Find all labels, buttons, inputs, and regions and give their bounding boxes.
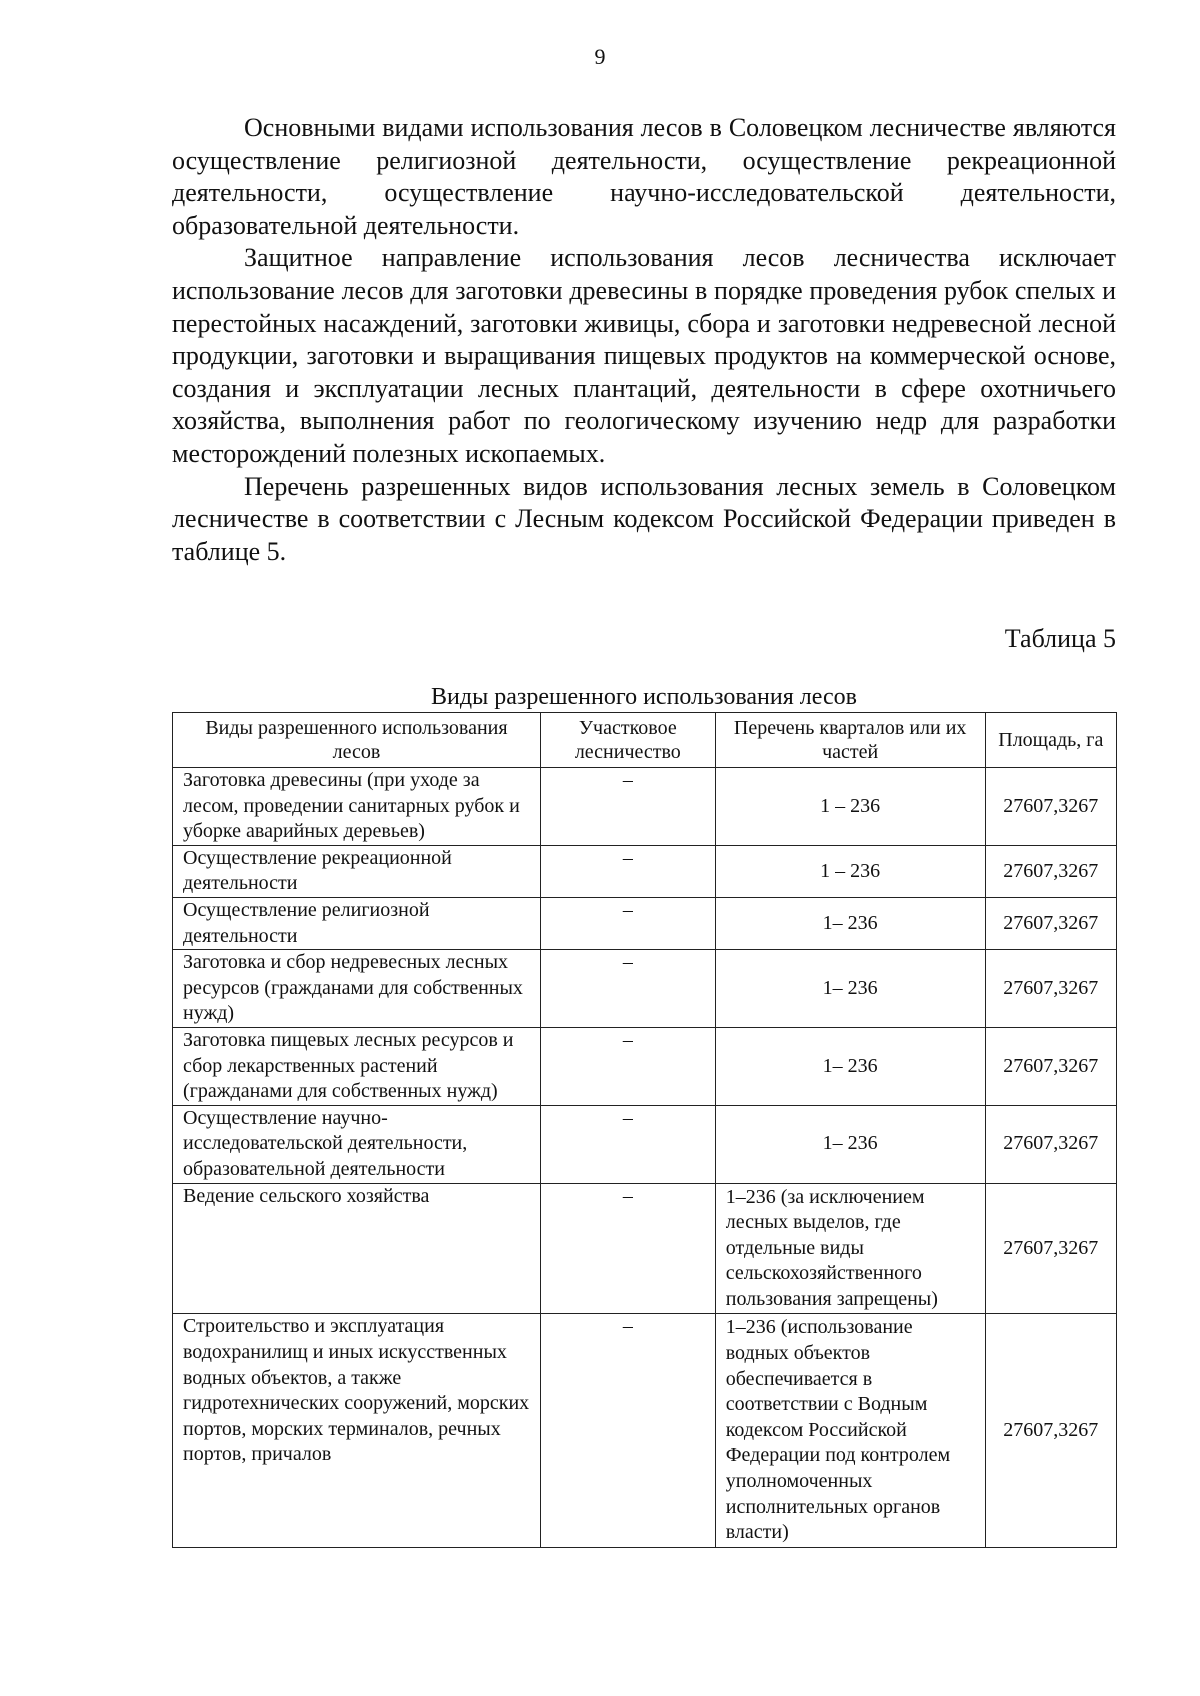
cell-quarters: 1– 236 [715,1027,985,1105]
table-label: Таблица 5 [1004,624,1116,653]
cell-kind: Ведение сельского хозяйства [173,1183,541,1314]
table-row [173,1027,1117,1105]
body-text [172,112,1116,568]
cell-area: 27607,3267 [985,950,1116,1028]
cell-forestry: – [540,768,715,846]
cell-area: 27607,3267 [985,897,1116,949]
cell-kind: Осуществление религиозной деятельности [173,897,541,949]
cell-forestry: – [540,845,715,897]
cell-kind: Строительство и эксплуатация водохранилищ и иных искусственных водных объектов, а также гидротехнических сооружений, морских портов, морских терминалов, речных портов, причалов [173,1314,541,1547]
table-header-row [173,713,1117,768]
cell-quarters: 1– 236 [715,950,985,1028]
cell-forestry: – [540,897,715,949]
cell-area: 27607,3267 [985,1183,1116,1314]
table-row [173,845,1117,897]
table-row [173,768,1117,846]
forest-use-table [172,712,1117,1548]
cell-kind: Осуществление рекреационной деятельности [173,845,541,897]
table-caption: Виды разрешенного использования лесов [431,684,857,710]
table-row [173,897,1117,949]
cell-quarters: 1– 236 [715,897,985,949]
cell-forestry: – [540,950,715,1028]
table-row [173,1314,1117,1547]
cell-forestry: – [540,1314,715,1547]
cell-kind: Заготовка и сбор недревесных лесных ресурсов (гражданами для собственных нужд) [173,950,541,1028]
cell-quarters: 1 – 236 [715,768,985,846]
header-kind: Виды разрешенного использования лесов [173,713,541,768]
cell-area: 27607,3267 [985,1314,1116,1547]
cell-area: 27607,3267 [985,1105,1116,1183]
paragraph: Защитное направление использования лесов лесничества исключает использование лесов для заготовки древесины в порядке проведения рубок спелых и перестойных насаждений, заготовки живицы, сбора и заготовки недревесной лесной продукции, заготовки и выращивания пищевых продуктов на коммерческой основе, создания и эксплуатации лесных плантаций, деятельности в сфере охотничьего хозяйства, выполнения работ по геологическому изучению недр для разработки месторождений полезных ископаемых. [172,243,1116,468]
cell-forestry: – [540,1027,715,1105]
cell-kind: Заготовка древесины (при уходе за лесом, проведении санитарных рубок и уборке аварийных деревьев) [173,768,541,846]
table-row [173,1183,1117,1314]
cell-area: 27607,3267 [985,768,1116,846]
table-row [173,950,1117,1028]
cell-kind: Осуществление научно-исследовательской деятельности, образовательной деятельности [173,1105,541,1183]
cell-area: 27607,3267 [985,1027,1116,1105]
cell-kind: Заготовка пищевых лесных ресурсов и сбор лекарственных растений (гражданами для собственных нужд) [173,1027,541,1105]
cell-area: 27607,3267 [985,845,1116,897]
cell-quarters: 1– 236 [715,1105,985,1183]
header-quarters: Перечень кварталов или их частей [715,713,985,768]
table-row [173,1105,1117,1183]
header-area: Площадь, га [985,713,1116,768]
paragraph: Перечень разрешенных видов использования лесных земель в Соловецком лесничестве в соответствии с Лесным кодексом Российской Федерации приведен в таблице 5. [172,471,1116,566]
cell-forestry: – [540,1183,715,1314]
cell-quarters: 1 – 236 [715,845,985,897]
cell-quarters: 1–236 (за исключением лесных выделов, где отдельные виды сельскохозяйственного пользования запрещены) [715,1183,985,1314]
cell-forestry: – [540,1105,715,1183]
header-forestry: Участковое лесничество [540,713,715,768]
cell-quarters: 1–236 (использование водных объектов обеспечивается в соответствии с Водным кодексом Российской Федерации под контролем уполномоченных исполнительных органов власти) [715,1314,985,1547]
page-number: 9 [594,44,606,69]
paragraph: Основными видами использования лесов в Соловецком лесничестве являются осуществление религиозной деятельности, осуществление рекреационной деятельности, осуществление научно-исследовательской деятельности, образовательной деятельности. [172,113,1116,240]
